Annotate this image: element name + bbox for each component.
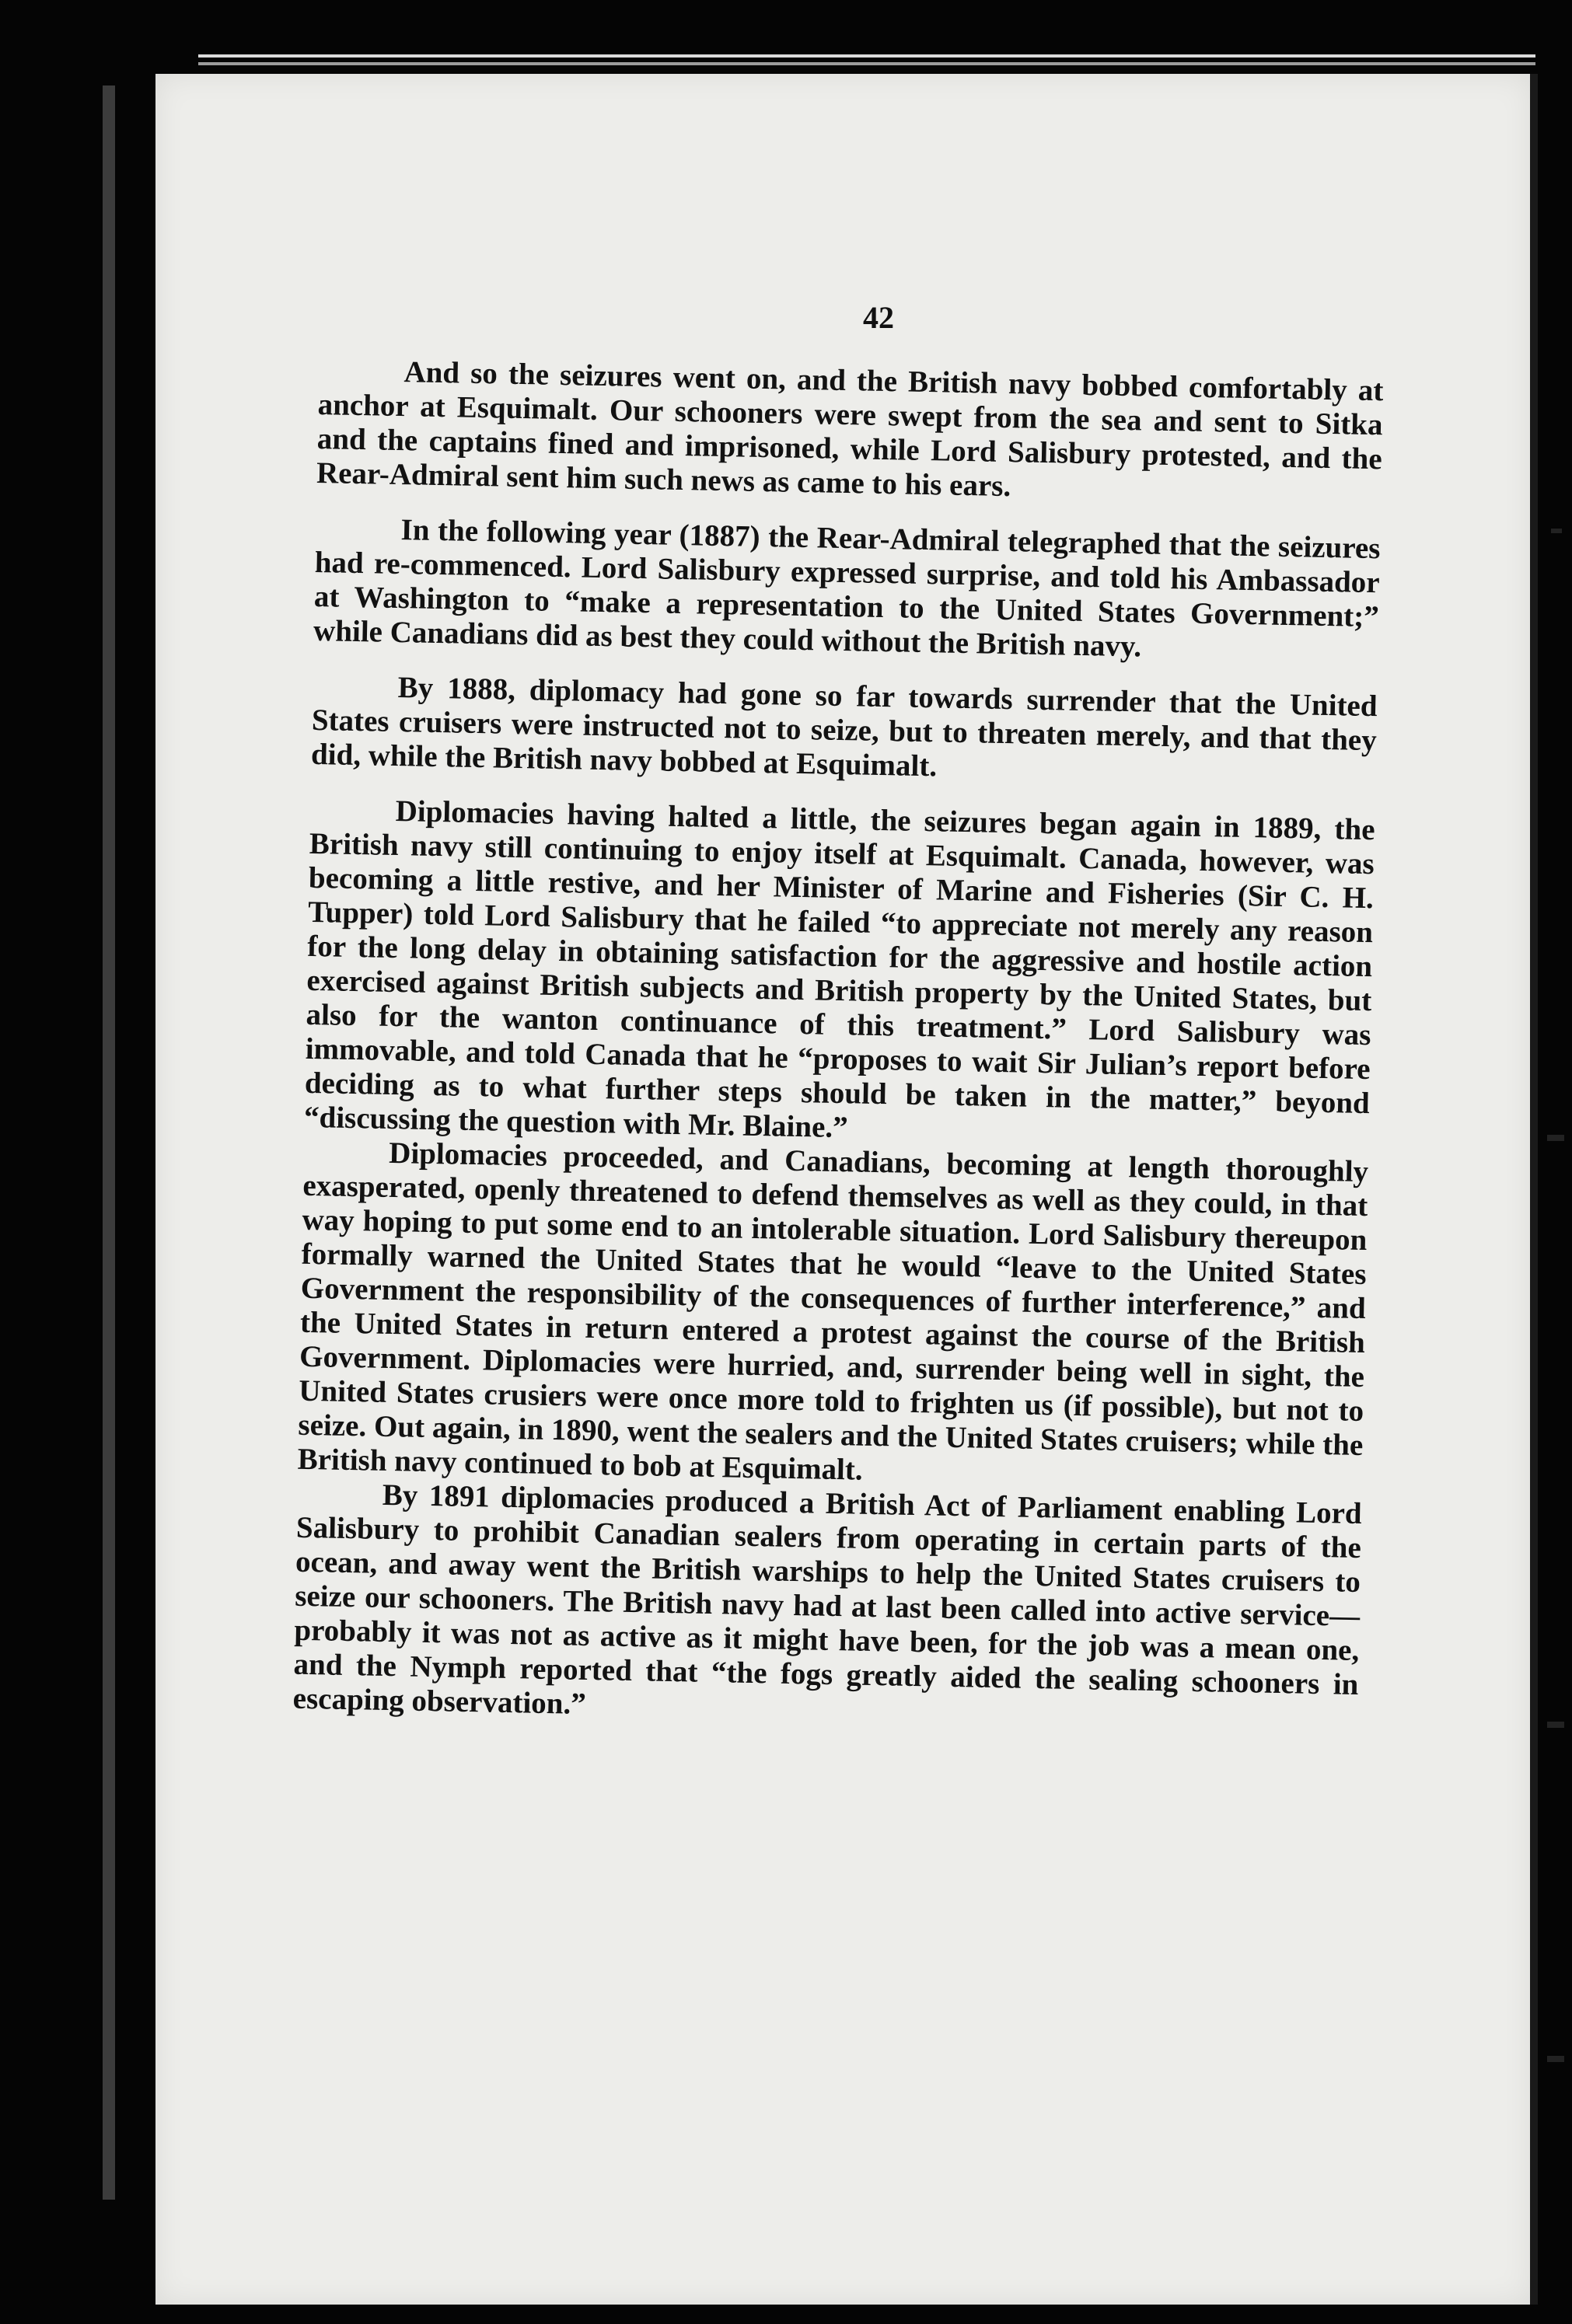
page-edge-shadow bbox=[198, 54, 1535, 58]
page-edge-shadow-2 bbox=[198, 62, 1535, 65]
edge-mark bbox=[1547, 1722, 1564, 1728]
page-right-edge bbox=[1530, 74, 1538, 2305]
paragraph-2: In the following year (1887) the Rear-Admiral telegraphed that the seizures had re-commenced. Lord Salisbury expressed surprise, and told his Ambassador at Washington to “make a representation to the United States Government;” while Canadians did as best they could without the British navy. bbox=[313, 513, 1381, 664]
edge-mark bbox=[1547, 2056, 1564, 2062]
edge-mark bbox=[1547, 1135, 1564, 1141]
paragraph-1: And so the seizures went on, and the British navy bobbed comfortably at anchor at Esquimalt. Our schooners were swept from the sea and sent to Sitka and the captains fined and imprisoned, while Lord Salisbury protested, and the Rear-Admiral sent him such news as came to his ears. bbox=[316, 355, 1384, 504]
paragraph-4: Diplomacies having halted a little, the seizures began again in 1889, the British navy still continuing to enjoy itself at Esquimalt. Canada, however, was becoming a little restive, and her Minister of Marine and Fisheries (Sir C. H. Tupper) told Lord Salisbury that he failed “to appreciate not merely any reason for the long delay in obtaining satisfaction for the aggressive and hostile action exercised against British subjects and British property by the United States, but also for the wanton continuance of this treatment.” Lord Salisbury was immovable, and told Canada that he “proposes to wait Sir Julian’s report before deciding as to what further steps should be taken in the matter,” beyond “discussing the question with Mr. Blaine.” bbox=[303, 794, 1375, 1145]
edge-mark bbox=[1551, 529, 1562, 533]
paragraph-3: By 1888, diplomacy had gone so far towards surrender that the United States cruisers were instructed not to seize, but to threaten merely, and that they did, while the British navy bobbed at Esquimalt. bbox=[310, 671, 1378, 783]
page-body bbox=[292, 354, 1383, 1736]
page-left-edge bbox=[103, 85, 115, 2200]
page-number: 42 bbox=[863, 300, 894, 335]
paragraph-5: Diplomacies proceeded, and Canadians, becoming at length thoroughly exasperated, openly threatened to defend themselves as well as they could, in that way hoping to put some end to an intolerable situation. Lord Salisbury thereupon formally warned the United States that he would “leave to the United States Government the responsibility of the consequences of further interference,” and the United States in return entered a protest against the course of the British Government. Diplomacies were hurried, and, surrender being well in sight, the United States crusiers were once more told to frighten us (if possible), but not to seize. Out again, in 1890, went the sealers and the United States cruisers; while the British navy continued to bob at Esquimalt. bbox=[297, 1136, 1369, 1487]
paragraph-6: By 1891 diplomacies produced a British Act of Parliament enabling Lord Salisbury to prohibit Canadian sealers from operating in certain parts of the ocean, and away went the British warships to help the United States cruisers to seize our schooners. The British navy had at last been called into active service—probably it was not as active as it might have been, for the job was a mean one, and the Nymph reported that “the fogs greatly aided the sealing schooners in escaping observation.” bbox=[292, 1478, 1363, 1721]
